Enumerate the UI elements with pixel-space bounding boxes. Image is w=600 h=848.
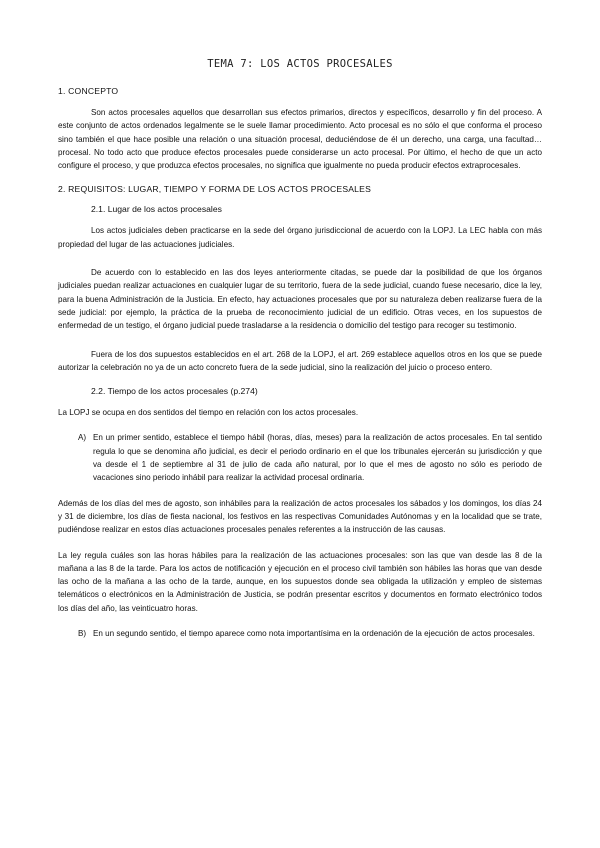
paragraph-dias-inhabiles: Además de los días del mes de agosto, son inhábiles para la realización de actos procesales los sábados y los domingos, los días 24 y 31 de diciembre, los días de fiesta nacional, los festivos en las respectivas Comunidades Autónomas y en la localidad que se trate, pudiéndose realizar en estos días actuaciones procesales penales referentes a la instrucción de las causas.: [58, 498, 542, 535]
list-marker-b: B): [78, 629, 87, 639]
list-item-b-text: En un segundo sentido, el tiempo aparece como nota importantísima en la ordenación de la ejecución de actos procesales.: [93, 629, 535, 639]
paragraph-concepto: Son actos procesales aquellos que desarrollan sus efectos primarios, directos y específicos, desarrollo y fin del proceso. A este conjunto de actos ordenados legalmente se le suele llamar procedimiento. Acto procesal es no sólo el que conforma el proceso sino también el que hace posible una relación o una situación procesal, deduciéndose de él un derecho, una carga, una facultad… procesal. No todo acto que produce efectos procesales puede considerarse un acto procesal. Por último, el hecho de que un acto configure el proceso, y que produzca efectos procesales, no significa que igualmente no pueda producir efectos extraprocesales.: [58, 108, 542, 171]
section-heading-concepto: 1. CONCEPTO: [58, 86, 119, 96]
list-item-a: [78, 431, 542, 484]
paragraph-horas-habiles: La ley regula cuáles son las horas hábiles para la realización de las actuaciones procesales: son las que van desde las 8 de la mañana a las 8 de la tarde. Para los actos de notificación y ejecución en el proceso civil también son hábiles las horas que van desde las ocho de la mañana a las ocho de la tarde, aunque, en los supuestos donde sea obligada la utilización y empleo de sistemas telemáticos o electrónicos en la Administración de Justicia, se podrán presentar escritos y documentos en formato electrónico todos los días del año, las veinticuatro horas.: [58, 550, 542, 613]
paragraph-tiempo-intro: La LOPJ se ocupa en dos sentidos del tiempo en relación con los actos procesales.: [58, 408, 359, 418]
subsection-heading-tiempo: 2.2. Tiempo de los actos procesales (p.274): [91, 386, 258, 397]
paragraph-lugar-3: Fuera de los dos supuestos establecidos en el art. 268 de la LOPJ, el art. 269 establece aquellos otros en los que se puede autorizar la celebración no ya de un acto concreto fuera de la sede judicial, sino la realización del juicio o proceso entero.: [58, 349, 542, 372]
list-item-a-text: En un primer sentido, establece el tiempo hábil (horas, días, meses) para la realización de actos procesales. En tal sentido regula lo que se denomina año judicial, es decir el periodo ordinario en el que los tribunales ejercerán su jurisdicción y que va desde el 1 de septiembre al 31 de julio de cada año natural, por lo que el mes de agosto no sólo es periodo de vacaciones sino periodo inhábil para realizar la actividad procesal ordinaria.: [93, 433, 542, 483]
document-title: TEMA 7: LOS ACTOS PROCESALES: [207, 58, 393, 70]
section-heading-requisitos: 2. REQUISITOS: LUGAR, TIEMPO Y FORMA DE LOS ACTOS PROCESALES: [58, 184, 372, 195]
paragraph-lugar-1: Los actos judiciales deben practicarse en la sede del órgano jurisdiccional de acuerdo con la LOPJ. La LEC habla con más propiedad del lugar de las actuaciones judiciales.: [58, 226, 542, 249]
list-item-b: [78, 627, 542, 640]
subsection-heading-lugar: 2.1. Lugar de los actos procesales: [91, 204, 222, 215]
paragraph-lugar-2: De acuerdo con lo establecido en las dos leyes anteriormente citadas, se puede dar la posibilidad de que los órganos judiciales puedan realizar actuaciones en cualquier lugar de su territorio, fuera de la sede judicial, cuando fuese necesario, dice la ley, para la buena Administración de la Justicia. En efecto, hay actuaciones procesales que por su naturaleza deben realizarse fuera de la sede judicial: por ejemplo, la práctica de la prueba de reconocimiento judicial de un edificio. Otras veces, en los supuestos de enfermedad de un testigo, el órgano judicial puede trasladarse a la residencia o domicilio del testigo para recoger su testimonio.: [58, 268, 542, 331]
list-marker-a: A): [78, 433, 87, 443]
